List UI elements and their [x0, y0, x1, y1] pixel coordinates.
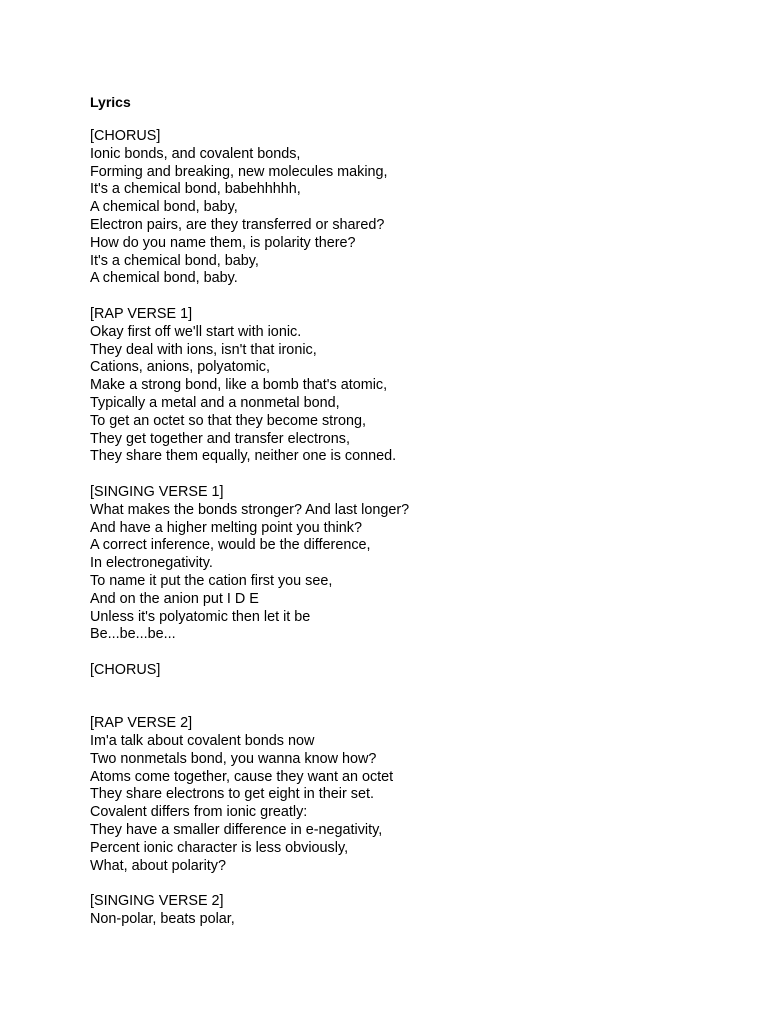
section-header: [RAP VERSE 2]	[90, 715, 193, 732]
lyric-line: They deal with ions, isn't that ironic,	[90, 341, 317, 358]
lyric-line: A chemical bond, baby,	[90, 199, 238, 216]
lyric-line: And on the anion put I D E	[90, 590, 259, 607]
section-header: [SINGING VERSE 1]	[90, 483, 224, 500]
lyric-line: Typically a metal and a nonmetal bond,	[90, 394, 340, 411]
lyrics-section	[90, 484, 730, 644]
lyric-line: To name it put the cation first you see,	[90, 572, 333, 589]
lyric-line: Be...be...be...	[90, 626, 176, 643]
lyric-line: Electron pairs, are they transferred or shared?	[90, 216, 385, 233]
lyrics-section	[90, 128, 730, 288]
blank-line	[90, 680, 730, 698]
lyric-line: To get an octet so that they become strong,	[90, 412, 366, 429]
lyric-line: Covalent differs from ionic greatly:	[90, 804, 308, 821]
lyric-line: Non-polar, beats polar,	[90, 911, 235, 928]
lyric-line: It's a chemical bond, baby,	[90, 252, 259, 269]
lyric-line: It's a chemical bond, babehhhhh,	[90, 181, 301, 198]
lyric-line: They have a smaller difference in e-negativity,	[90, 822, 383, 839]
lyric-line: Atoms come together, cause they want an octet	[90, 768, 394, 785]
section-header: [SINGING VERSE 2]	[90, 893, 224, 910]
section-header: [RAP VERSE 1]	[90, 305, 193, 322]
lyrics-section	[90, 306, 730, 466]
lyrics-title: Lyrics	[90, 94, 131, 110]
lyric-line: Unless it's polyatomic then let it be	[90, 608, 311, 625]
lyric-line: Forming and breaking, new molecules making,	[90, 163, 388, 180]
lyric-line: Okay first off we'll start with ionic.	[90, 323, 302, 340]
lyric-line: What makes the bonds stronger? And last longer?	[90, 501, 410, 518]
lyrics-section	[90, 715, 730, 875]
lyric-line: Make a strong bond, like a bomb that's atomic,	[90, 377, 388, 394]
lyric-line: Percent ionic character is less obviously,	[90, 839, 349, 856]
lyric-line: How do you name them, is polarity there?	[90, 234, 356, 251]
lyric-line: They get together and transfer electrons,	[90, 430, 350, 447]
lyric-line: In electronegativity.	[90, 555, 213, 572]
lyric-line: Im'a talk about covalent bonds now	[90, 733, 315, 750]
lyrics-body	[90, 128, 730, 947]
lyric-line: They share electrons to get eight in their set.	[90, 786, 374, 803]
section-header: [CHORUS]	[90, 661, 161, 678]
lyrics-section	[90, 662, 730, 698]
lyric-line: They share them equally, neither one is conned.	[90, 448, 397, 465]
lyrics-section	[90, 893, 730, 929]
lyric-line: A correct inference, would be the difference,	[90, 537, 371, 554]
lyric-line: Cations, anions, polyatomic,	[90, 359, 270, 376]
lyric-line: A chemical bond, baby.	[90, 270, 238, 287]
lyric-line: What, about polarity?	[90, 857, 226, 874]
lyric-line: Ionic bonds, and covalent bonds,	[90, 145, 301, 162]
lyric-line: And have a higher melting point you think?	[90, 519, 363, 536]
lyric-line: Two nonmetals bond, you wanna know how?	[90, 750, 377, 767]
section-header: [CHORUS]	[90, 128, 161, 144]
